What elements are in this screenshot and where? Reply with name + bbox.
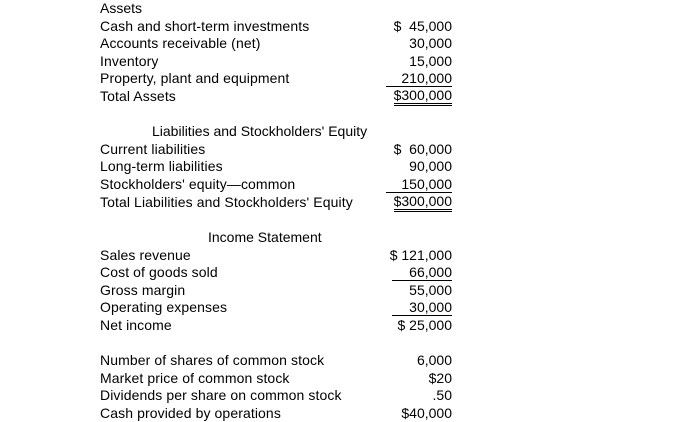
row-value: 6,000	[416, 352, 452, 368]
row-label: Total Assets	[100, 88, 176, 104]
row-value: $40,000	[401, 405, 452, 421]
asset-row-cash	[100, 18, 452, 35]
row-label: Current liabilities	[100, 141, 206, 157]
row-label: Property, plant and equipment	[100, 70, 290, 86]
row-value: 210,000	[401, 70, 452, 86]
row-value: $ 60,000	[393, 141, 452, 157]
row-label: Stockholders' equity—common	[100, 176, 296, 192]
row-label: Inventory	[100, 53, 159, 69]
row-value: .50	[432, 387, 452, 403]
row-value: $ 45,000	[393, 18, 452, 34]
asset-row-total	[100, 88, 452, 105]
row-value: 30,000	[409, 299, 452, 315]
other-row-cash-operations	[100, 405, 452, 422]
liability-row-total	[100, 194, 452, 211]
other-row-market-price	[100, 370, 452, 387]
underline-rule	[392, 315, 452, 316]
row-label: Net income	[100, 317, 172, 333]
income-row-opex	[100, 299, 452, 316]
liability-row-long-term	[100, 158, 452, 175]
income-statement-heading: Income Statement	[208, 229, 322, 245]
other-row-shares	[100, 352, 452, 369]
row-value: $ 121,000	[389, 247, 452, 263]
row-label: Cash and short-term investments	[100, 18, 310, 34]
asset-row-receivables	[100, 35, 452, 52]
row-value: $300,000	[394, 88, 452, 106]
row-value: 55,000	[409, 282, 452, 298]
assets-heading: Assets	[100, 0, 143, 16]
income-row-sales	[100, 247, 452, 264]
income-row-gross-margin	[100, 282, 452, 299]
row-label: Dividends per share on common stock	[100, 387, 342, 403]
row-value: $ 25,000	[397, 317, 452, 333]
income-row-net-income	[100, 317, 452, 334]
row-label: Cash provided by operations	[100, 405, 281, 421]
row-label: Gross margin	[100, 282, 186, 298]
row-label: Number of shares of common stock	[100, 352, 325, 368]
row-value: 150,000	[401, 176, 452, 192]
row-label: Operating expenses	[100, 299, 228, 315]
row-value: 30,000	[409, 35, 452, 51]
row-value: $20	[428, 370, 452, 386]
asset-row-ppe	[100, 70, 452, 87]
row-label: Sales revenue	[100, 247, 191, 263]
liabilities-heading: Liabilities and Stockholders' Equity	[152, 123, 368, 139]
row-value: 66,000	[409, 264, 452, 280]
row-label: Cost of goods sold	[100, 264, 218, 280]
row-label: Long-term liabilities	[100, 158, 223, 174]
other-row-dividends	[100, 387, 452, 404]
income-row-cogs	[100, 264, 452, 281]
asset-row-inventory	[100, 53, 452, 70]
liability-row-equity	[100, 176, 452, 193]
underline-rule	[392, 280, 452, 281]
row-label: Total Liabilities and Stockholders' Equity	[100, 194, 353, 210]
row-value: $300,000	[394, 194, 452, 212]
row-value: 90,000	[409, 158, 452, 174]
row-label: Market price of common stock	[100, 370, 290, 386]
row-value: 15,000	[409, 53, 452, 69]
liability-row-current	[100, 141, 452, 158]
row-label: Accounts receivable (net)	[100, 35, 261, 51]
